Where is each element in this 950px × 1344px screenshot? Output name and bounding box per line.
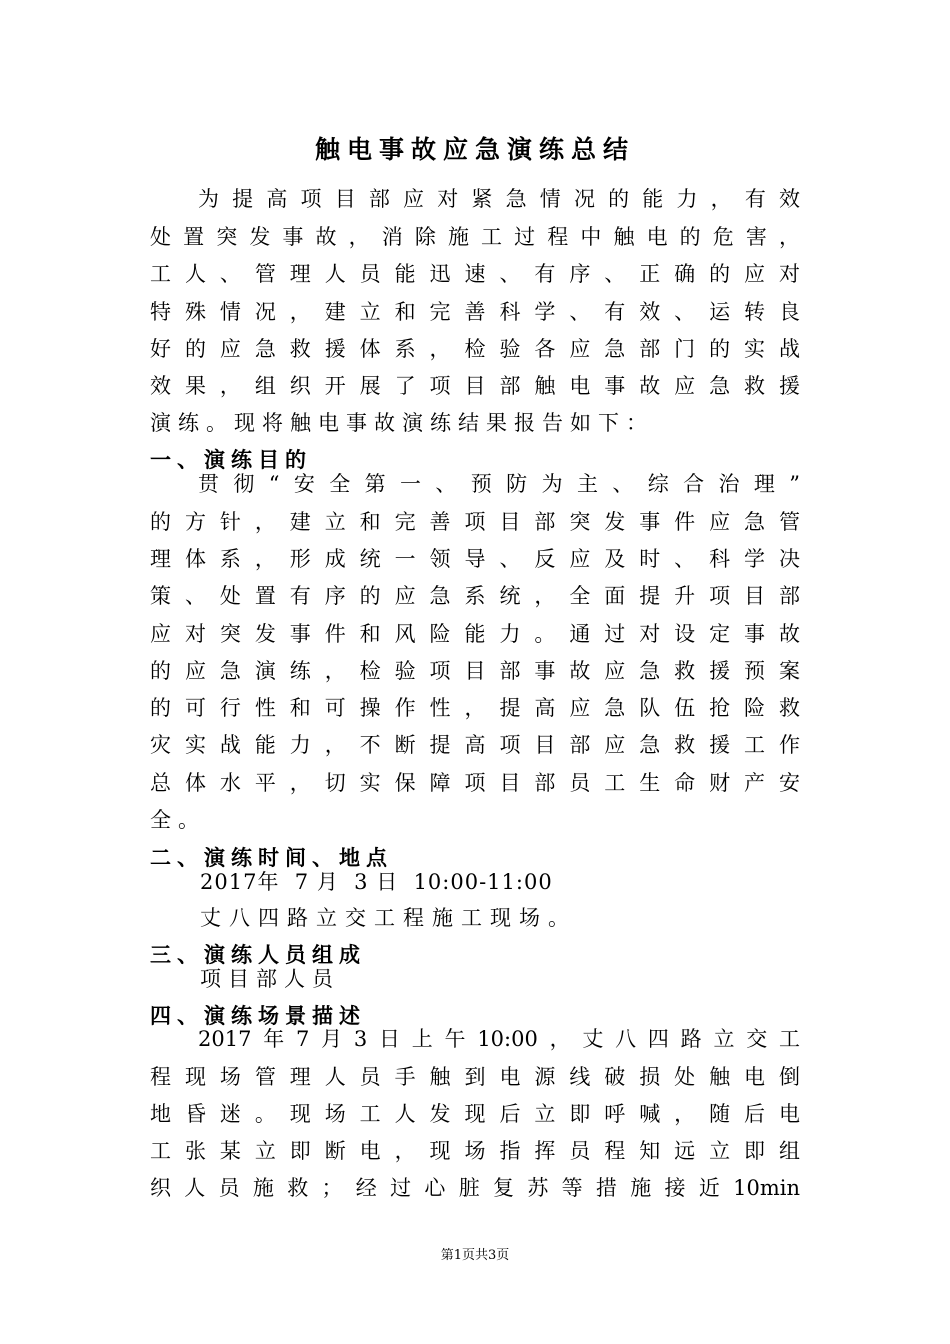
drill-place: 丈八四路立交工程施工现场。 (200, 906, 577, 930)
intro-line: 特殊情况，建立和完善科学、有效、运转良 (150, 300, 800, 324)
purpose-line: 的应急演练，检验项目部事故应急救援预案 (150, 659, 800, 683)
section-heading-scenario: 四、演练场景描述 (150, 1003, 366, 1028)
purpose-line: 策、处置有序的应急系统，全面提升项目部 (150, 584, 800, 608)
scenario-line: 织人员施救；经过心脏复苏等措施接近10min (150, 1176, 800, 1200)
section-heading-personnel: 三、演练人员组成 (150, 942, 366, 967)
personnel-text: 项目部人员 (200, 967, 340, 991)
scenario-line: 地昏迷。现场工人发现后立即呼喊，随后电 (150, 1102, 800, 1126)
intro-line: 演练。现将触电事故演练结果报告如下： (150, 411, 654, 435)
purpose-line: 总体水平，切实保障项目部员工生命财产安 (150, 771, 800, 795)
purpose-line: 贯彻“安全第一、预防为主、综合治理” (198, 472, 800, 496)
purpose-line: 的可行性和可操作性，提高应急队伍抢险救 (150, 696, 800, 720)
section-heading-time-place: 二、演练时间、地点 (150, 845, 393, 870)
intro-line: 为提高项目部应对紧急情况的能力，有效 (198, 187, 800, 211)
intro-line: 处置突发事故，消除施工过程中触电的危害， (150, 225, 800, 249)
scenario-line: 工张某立即断电，现场指挥员程知远立即组 (150, 1139, 800, 1163)
drill-time: 2017年 7 月 3 日 10:00-11:00 (200, 870, 553, 894)
scenario-line: 程现场管理人员手触到电源线破损处触电倒 (150, 1065, 800, 1089)
purpose-line: 全。 (150, 808, 206, 832)
purpose-line: 的方针，建立和完善项目部突发事件应急管 (150, 510, 800, 534)
section-heading-purpose: 一、演练目的 (150, 447, 312, 472)
intro-line: 效果，组织开展了项目部触电事故应急救援 (150, 374, 800, 398)
scenario-line: 2017年7月3日上午10:00，丈八四路立交工 (198, 1027, 800, 1051)
intro-line: 好的应急救援体系，检验各应急部门的实战 (150, 337, 800, 361)
purpose-line: 应对突发事件和风险能力。通过对设定事故 (150, 622, 800, 646)
intro-line: 工人、管理人员能迅速、有序、正确的应对 (150, 262, 800, 286)
purpose-line: 灾实战能力，不断提高项目部应急救援工作 (150, 733, 800, 757)
page-footer: 第1页共3页 (440, 1248, 510, 1263)
document-title: 触电事故应急演练总结 (314, 135, 635, 164)
purpose-line: 理体系，形成统一领导、反应及时、科学决 (150, 547, 800, 571)
